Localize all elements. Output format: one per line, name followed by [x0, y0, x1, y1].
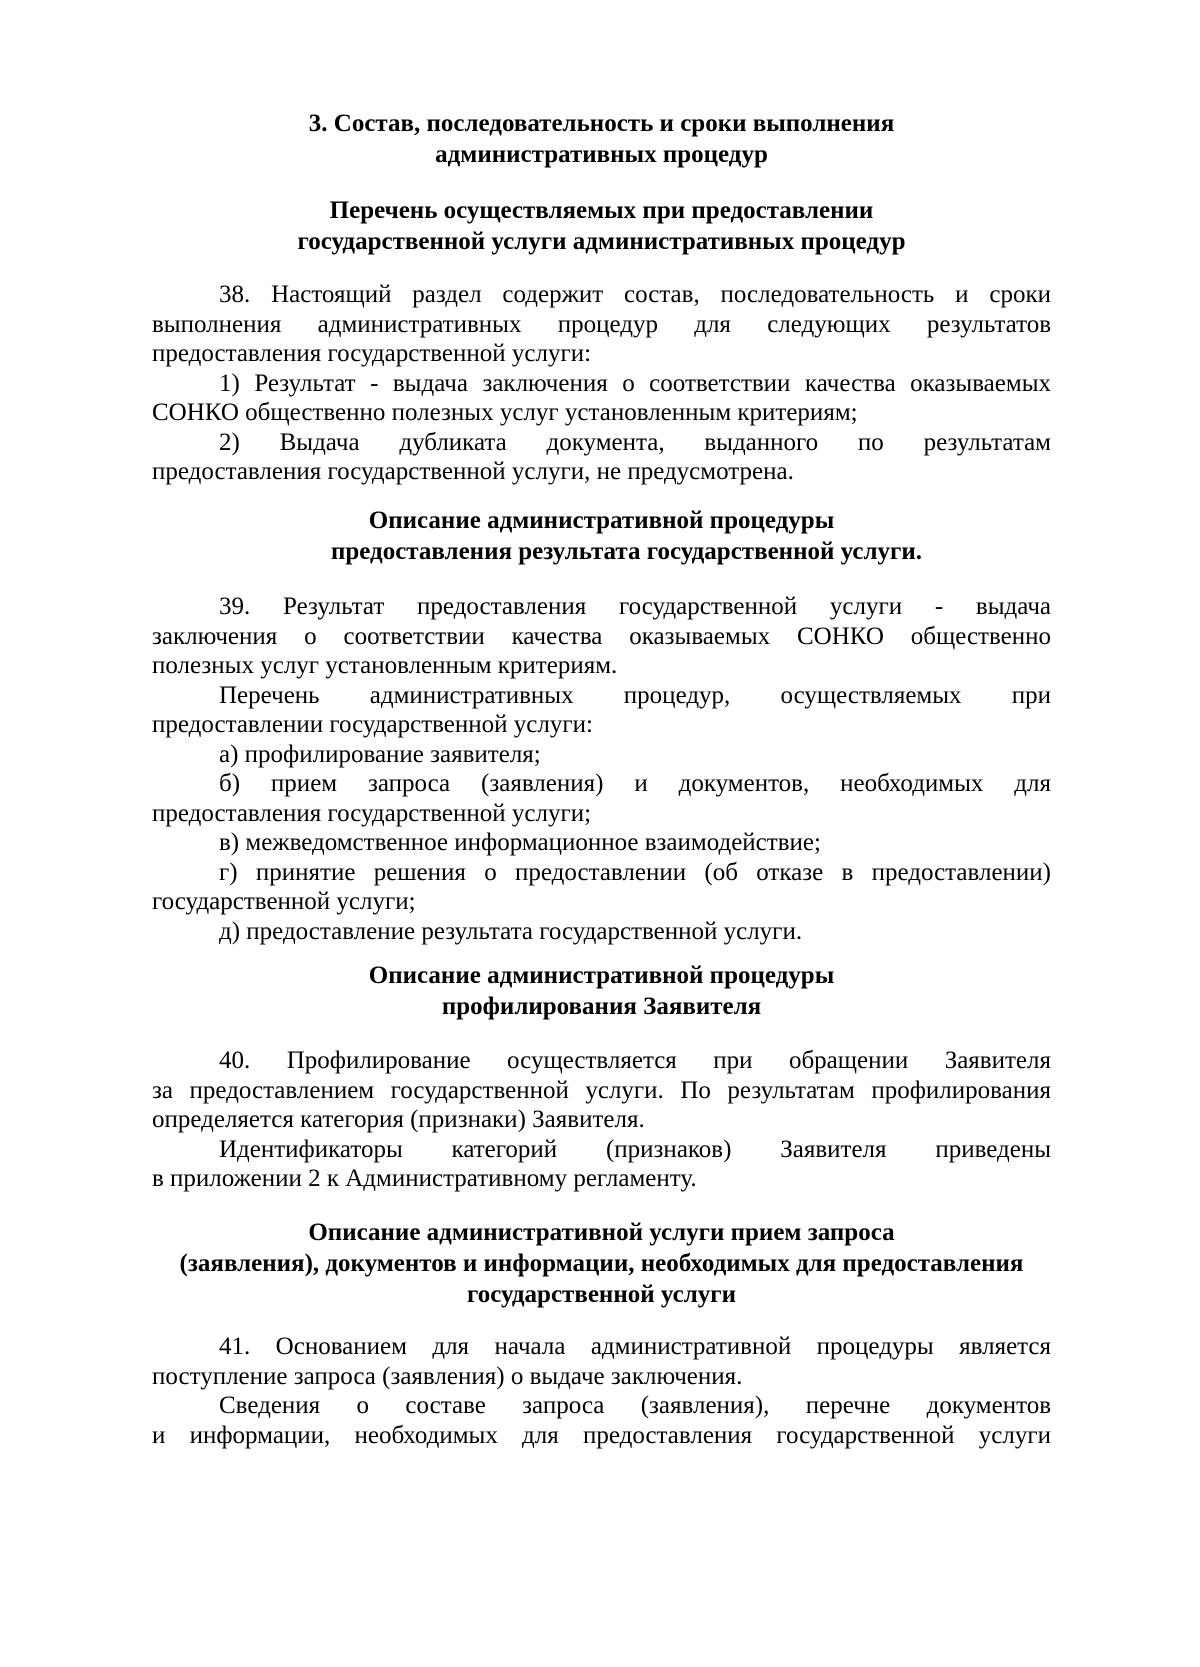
paragraph-line: выполнения административных процедур для следующих результатов [152, 310, 1051, 338]
section-title-line: 3. Состав, последовательность и сроки выполнения [308, 110, 895, 137]
heading-line: Описание административной процедуры [368, 507, 835, 534]
list-item-d-line: г) принятие решения о предоставлении (об отказе в предоставлении) [219, 858, 1051, 886]
list-item-c: в) межведомственное информационное взаимодействие; [219, 829, 821, 856]
paragraph-line: определяется категория (признаки) Заявителя. [152, 1106, 645, 1133]
section-title-line: административных процедур [435, 141, 768, 168]
heading-request-intake [152, 1217, 1051, 1310]
list-item-2-line: 2) Выдача дубликата документа, выданного по результатам [219, 428, 1051, 456]
heading-line: профилирования Заявителя [441, 993, 762, 1020]
heading-result-procedure [152, 505, 1051, 567]
paragraph-line: 38. Настоящий раздел содержит состав, последовательность и сроки [219, 281, 1051, 308]
paragraph-line: в приложении 2 к Административному регламенту. [152, 1165, 697, 1192]
paragraph-line: заключения о соответствии качества оказываемых СОНКО общественно [152, 622, 1051, 650]
paragraph-39 [152, 592, 1051, 946]
list-item-1-line: СОНКО общественно полезных услуг установленным критериям; [152, 399, 858, 426]
heading-profiling-block [152, 960, 1051, 1022]
heading-line: государственной услуги административных процедур [297, 228, 906, 255]
heading-result-procedure-block [152, 505, 1051, 567]
list-item-a: а) профилирование заявителя; [219, 740, 541, 768]
list-item-e: д) предоставление результата государственной услуги. [219, 917, 803, 945]
section-title-block [152, 108, 1051, 170]
paragraph-line: 41. Основанием для начала административной процедуры является [219, 1333, 1051, 1360]
paragraph-41 [152, 1332, 1051, 1450]
paragraph-40 [152, 1046, 1051, 1194]
heading-procedure-list-block [152, 195, 1051, 257]
list-item-d-line: государственной услуги; [152, 888, 416, 915]
heading-procedure-list [152, 195, 1051, 257]
paragraph-line: Сведения о составе запроса (заявления), перечне документов [219, 1392, 1051, 1419]
paragraph-line: 40. Профилирование осуществляется при обращении Заявителя [219, 1047, 1051, 1074]
paragraph-38 [152, 280, 1051, 487]
paragraph-line: 39. Результат предоставления государственной услуги - выдача [219, 593, 1051, 620]
section-title [152, 108, 1051, 170]
heading-request-intake-block [152, 1217, 1051, 1310]
paragraph-line: поступление запроса (заявления) о выдаче заключения. [152, 1362, 743, 1390]
heading-line: Описание административной процедуры [368, 962, 835, 989]
heading-line: государственной услуги [466, 1281, 737, 1308]
heading-line: (заявления), документов и информации, необходимых для предоставления [179, 1250, 1024, 1277]
list-item-b-line: б) прием запроса (заявления) и документов, необходимых для [219, 770, 1051, 797]
heading-profiling [152, 960, 1051, 1022]
paragraph-line: за предоставлением государственной услуги. По результатам профилирования [152, 1076, 1051, 1104]
list-intro-line: предоставлении государственной услуги: [152, 711, 593, 738]
heading-line: предоставления результата государственной услуги. [330, 538, 922, 565]
paragraph-line: Идентификаторы категорий (признаков) Заявителя приведены [219, 1135, 1051, 1163]
list-item-2-line: предоставления государственной услуги, не предусмотрена. [152, 458, 794, 485]
list-item-1-line: 1) Результат - выдача заключения о соответствии качества оказываемых [219, 369, 1051, 397]
paragraph-line: предоставления государственной услуги: [152, 340, 592, 367]
heading-line: Перечень осуществляемых при предоставлении [329, 197, 874, 224]
paragraph-line: полезных услуг установленным критериям. [152, 652, 618, 679]
list-item-b-line: предоставления государственной услуги; [152, 799, 592, 827]
heading-line: Описание административной услуги прием запроса [308, 1219, 895, 1246]
paragraph-line: и информации, необходимых для предоставления государственной услуги [152, 1421, 1051, 1449]
list-intro-line: Перечень административных процедур, осуществляемых при [219, 681, 1051, 709]
